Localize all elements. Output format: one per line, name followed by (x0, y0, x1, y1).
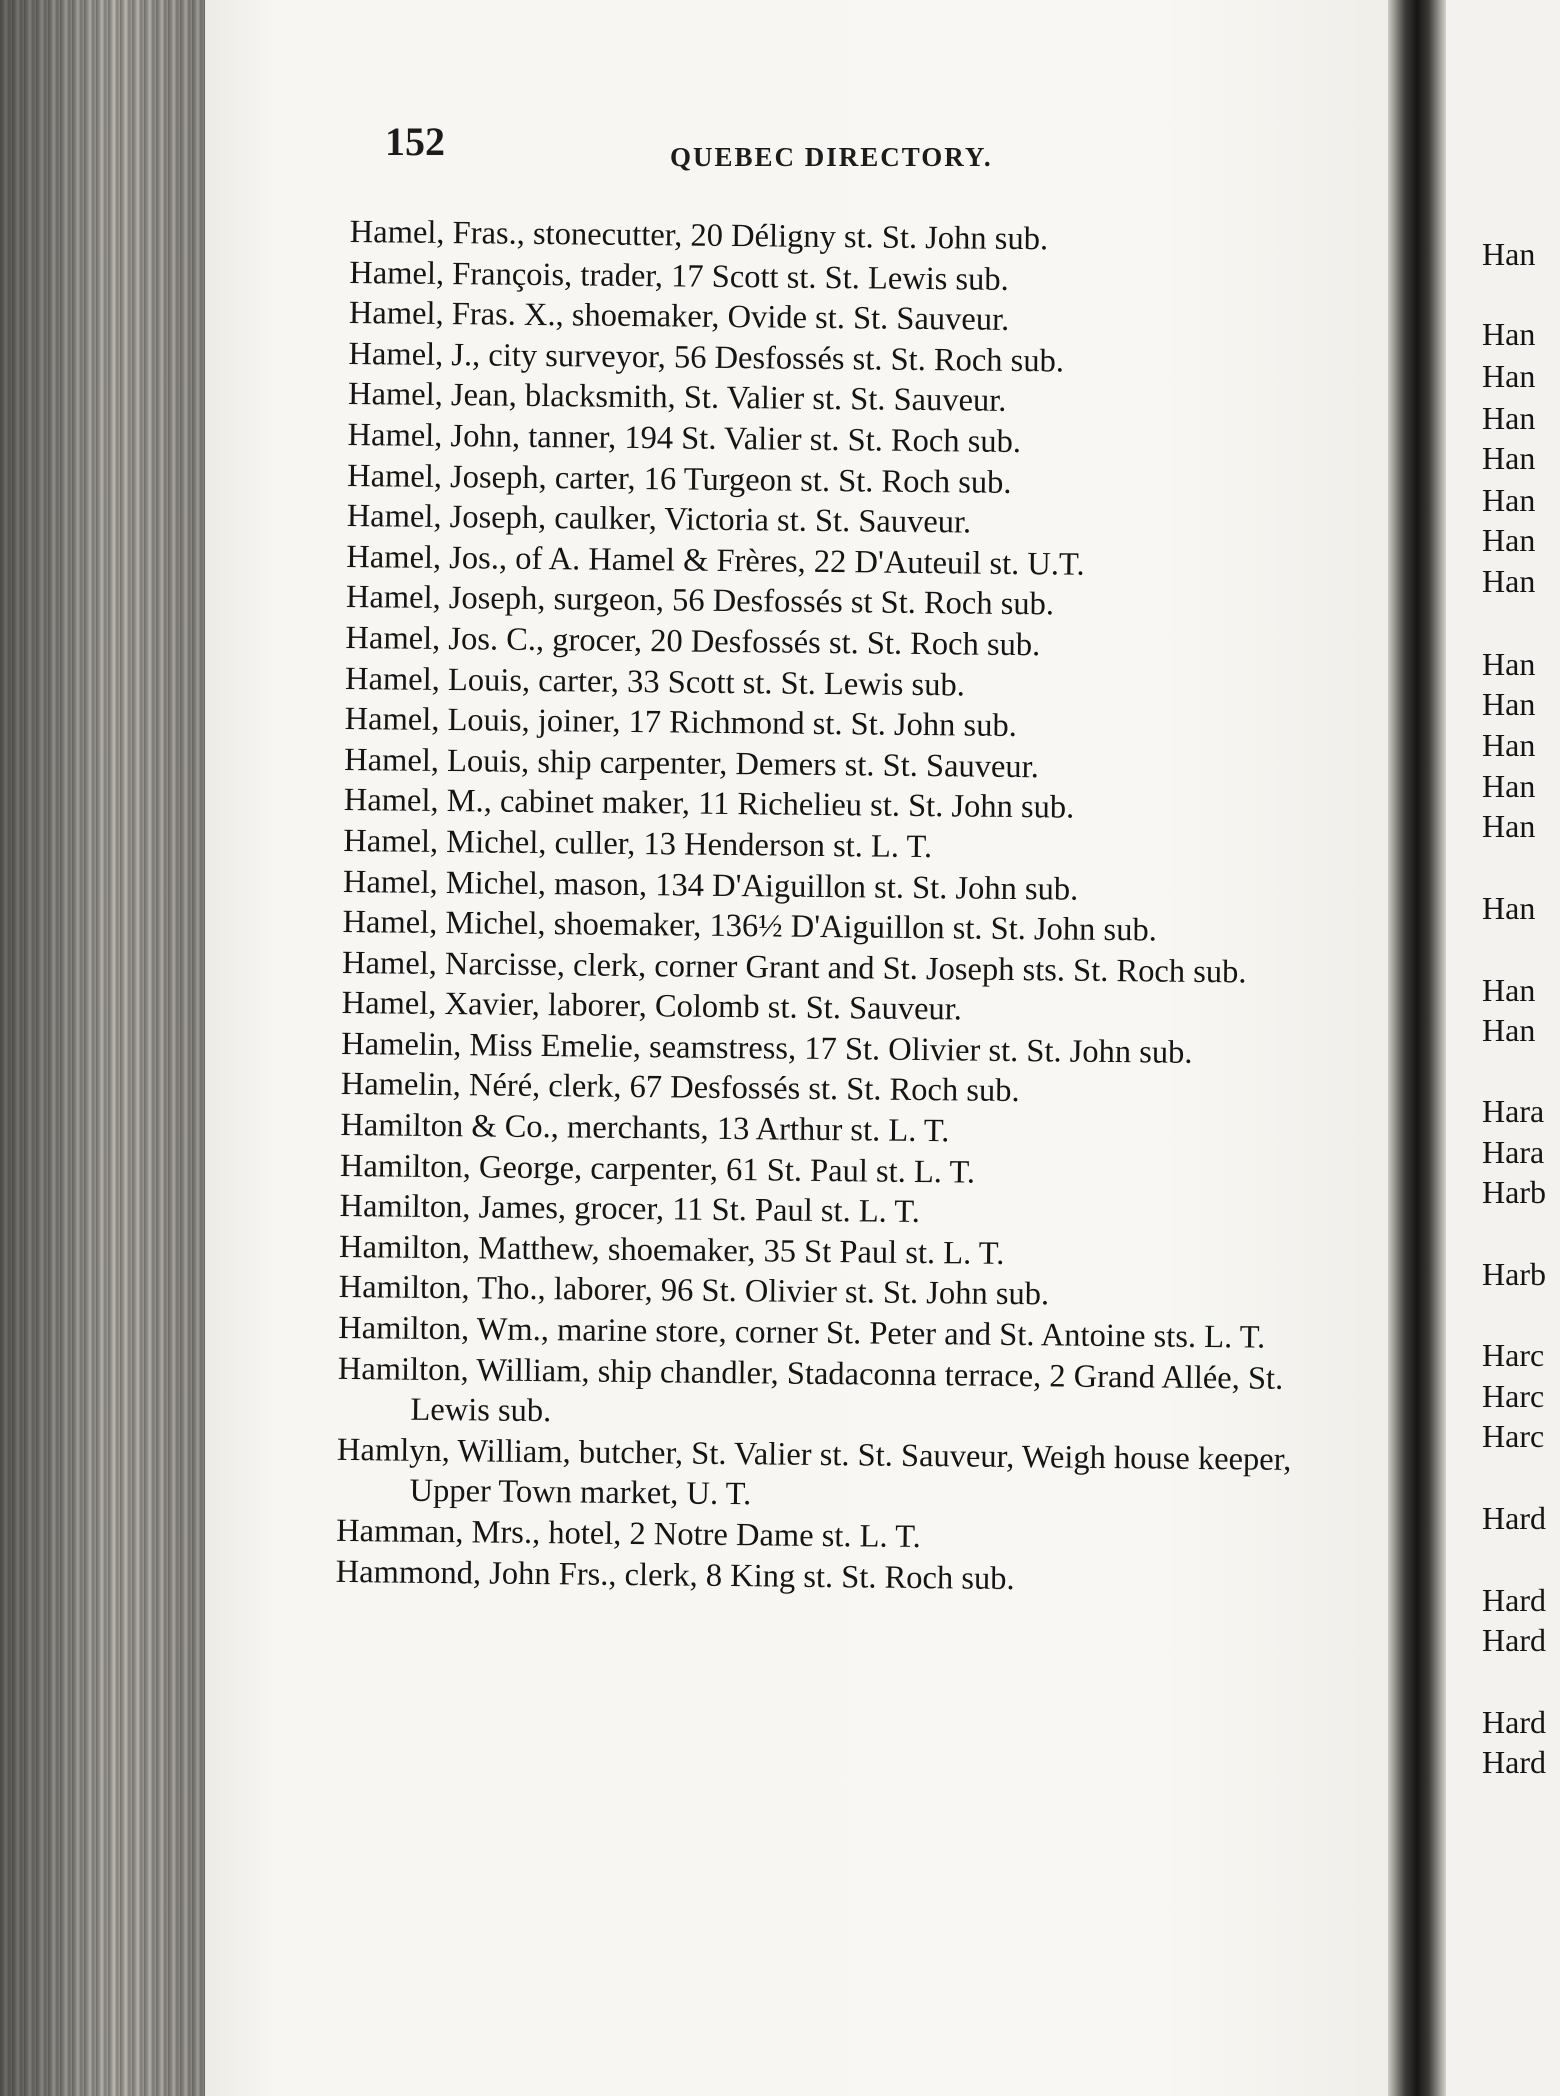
adjacent-page-stub: Hard (1482, 1622, 1546, 1658)
adjacent-page-stub: Han (1482, 400, 1536, 436)
directory-entry: Hamilton, George, carpenter, 61 St. Paul st. L. T. (339, 1147, 976, 1191)
directory-entry: Hamilton, Matthew, shoemaker, 35 St Paul st. L. T. (338, 1228, 1005, 1272)
directory-entry: Hamilton & Co., merchants, 13 Arthur st. L. T. (340, 1107, 950, 1150)
directory-entry: Hamel, Xavier, laborer, Colomb st. St. Sauveur. (341, 985, 963, 1028)
adjacent-page-stub: Han (1482, 236, 1536, 272)
directory-entry: Hamel, Narcisse, clerk, corner Grant and St. Joseph sts. St. Roch sub. (341, 944, 1247, 991)
directory-entry: Hamel, Michel, shoemaker, 136½ D'Aiguillon st. St. John sub. (342, 904, 1157, 949)
page-number: 152 (385, 119, 445, 164)
directory-entry: Hamel, Jos. C., grocer, 20 Desfossés st. St. Roch sub. (345, 619, 1041, 664)
directory-entry: Hamel, Fras. X., shoemaker, Ovide st. St. Sauveur. (348, 295, 1010, 339)
adjacent-page-stub: Han (1482, 646, 1536, 682)
adjacent-page-stub: Han (1482, 727, 1536, 763)
adjacent-page-stub: Han (1482, 440, 1536, 476)
directory-entry: Hamel, Michel, mason, 134 D'Aiguillon st. St. John sub. (342, 863, 1079, 908)
directory-entry: Hamel, François, trader, 17 Scott st. St. Lewis sub. (349, 254, 1009, 298)
adjacent-page-stub: Han (1482, 316, 1536, 352)
running-head: QUEBEC DIRECTORY. (670, 142, 993, 172)
directory-entry: Hamlyn, William, butcher, St. Valier st. St. Sauveur, Weigh house keeper, Upper Town market, U. T. (336, 1431, 1292, 1513)
adjacent-page-stub: Hard (1482, 1704, 1546, 1740)
adjacent-page-stub: Han (1482, 808, 1536, 844)
adjacent-page-stub: Han (1482, 686, 1536, 722)
adjacent-page-stub: Han (1482, 768, 1536, 804)
directory-entry: Hamelin, Miss Emelie, seamstress, 17 St. Olivier st. St. John sub. (341, 1025, 1193, 1071)
directory-entries (336, 212, 1350, 1603)
adjacent-page-stub: Harb (1482, 1174, 1546, 1210)
directory-entry: Hamel, Louis, carter, 33 Scott st. St. Lewis sub. (344, 660, 966, 703)
directory-entry: Hamilton, Wm., marine store, corner St. Peter and St. Antoine sts. L. T. (338, 1309, 1266, 1356)
adjacent-page-stub: Han (1482, 358, 1536, 394)
directory-entry: Hamel, Joseph, carter, 16 Turgeon st. St. Roch sub. (347, 457, 1012, 501)
adjacent-page-stub: Han (1482, 890, 1536, 926)
adjacent-page-stub: Hard (1482, 1744, 1546, 1780)
directory-entry: Hammond, John Frs., clerk, 8 King st. St. Roch sub. (335, 1553, 1015, 1597)
adjacent-page-stub: Han (1482, 563, 1536, 599)
adjacent-page-stub: Han (1482, 972, 1536, 1008)
directory-entry: Hamel, Joseph, caulker, Victoria st. St. Sauveur. (346, 498, 972, 541)
directory-entry: Hamelin, Néré, clerk, 67 Desfossés st. St. Roch sub. (340, 1066, 1020, 1110)
adjacent-page-stub: Harc (1482, 1418, 1545, 1454)
directory-entry: Hamel, Joseph, surgeon, 56 Desfossés st St. Roch sub. (345, 579, 1055, 623)
directory-entry: Hamel, John, tanner, 194 St. Valier st. St. Roch sub. (347, 416, 1022, 461)
adjacent-page-stub: Harb (1482, 1256, 1546, 1292)
directory-entry: Hamilton, Tho., laborer, 96 St. Olivier st. St. John sub. (338, 1269, 1050, 1313)
book-page-edges (0, 0, 210, 2096)
adjacent-page-stub: Harc (1482, 1378, 1545, 1414)
directory-entry: Hamel, J., city surveyor, 56 Desfossés st. St. Roch sub. (348, 335, 1065, 380)
adjacent-page-stub: Han (1482, 1012, 1536, 1048)
directory-entry: Hamel, Michel, culler, 13 Henderson st. L. T. (343, 822, 933, 866)
directory-entry: Hamel, Louis, joiner, 17 Richmond st. St. John sub. (344, 701, 1017, 745)
adjacent-page-stub: Hard (1482, 1582, 1546, 1618)
directory-entry: Hamman, Mrs., hotel, 2 Notre Dame st. L. T. (335, 1512, 921, 1556)
adjacent-page-stub: Han (1482, 482, 1536, 518)
directory-entry: Hamel, Jos., of A. Hamel & Frères, 22 D'Auteuil st. U.T. (346, 538, 1085, 583)
adjacent-page-stub: Hard (1482, 1500, 1546, 1536)
adjacent-page (1446, 0, 1560, 2096)
adjacent-page-stub: Hara (1482, 1093, 1545, 1129)
adjacent-page-stub: Harc (1482, 1337, 1545, 1373)
directory-entry: Hamel, Louis, ship carpenter, Demers st. St. Sauveur. (344, 741, 1040, 785)
directory-entry: Hamel, M., cabinet maker, 11 Richelieu st. St. John sub. (343, 782, 1075, 826)
adjacent-page-stub: Hara (1482, 1134, 1545, 1170)
book-gutter (1388, 0, 1446, 2096)
directory-entry: Hamel, Jean, blacksmith, St. Valier st. St. Sauveur. (347, 376, 1007, 420)
directory-entry: Hamilton, William, ship chandler, Stadaconna terrace, 2 Grand Allée, St. Lewis sub. (337, 1350, 1284, 1430)
adjacent-page-stub: Han (1482, 522, 1536, 558)
directory-entry: Hamel, Fras., stonecutter, 20 Déligny st. St. John sub. (349, 213, 1049, 258)
directory-entry: Hamilton, James, grocer, 11 St. Paul st. L. T. (339, 1188, 921, 1231)
